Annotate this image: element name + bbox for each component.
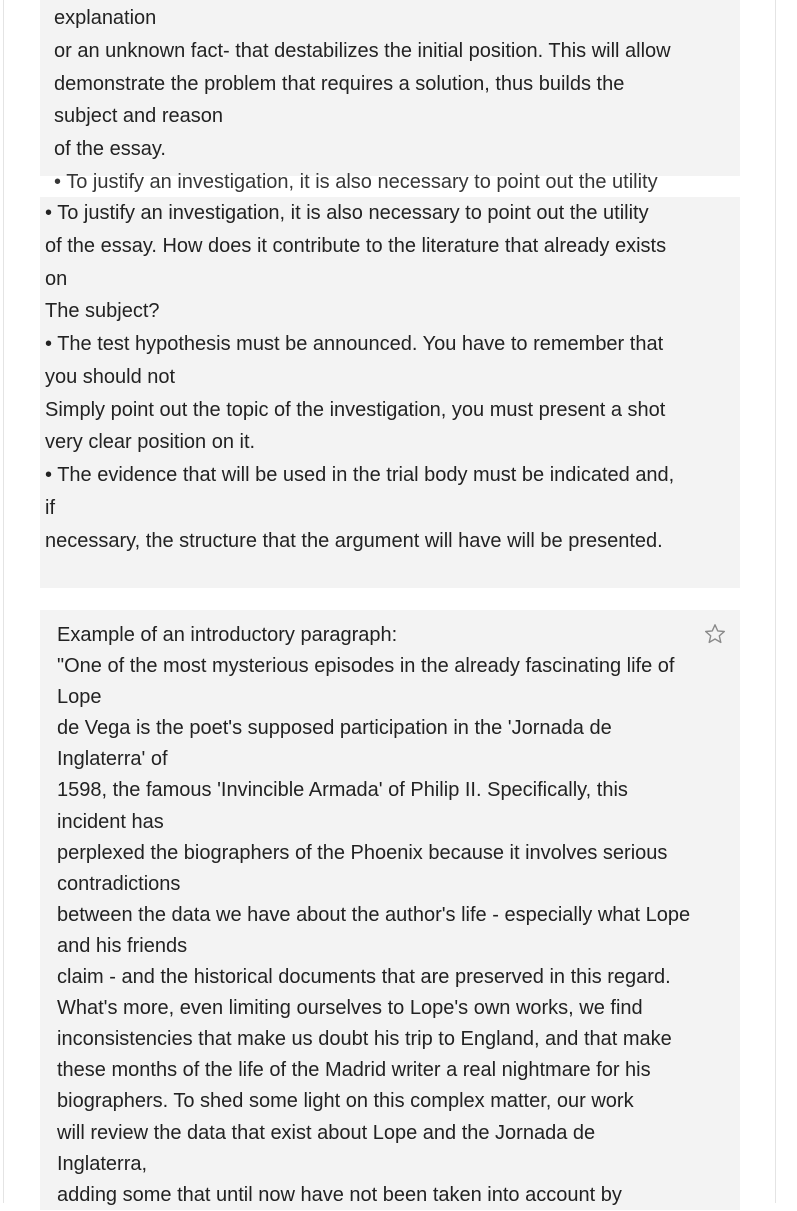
text-line: Simply point out the topic of the investigation, you must present a shot <box>45 398 666 421</box>
text-line: Lope <box>57 686 102 709</box>
text-line: explanation <box>54 7 157 29</box>
text-line: • To justify an investigation, it is also necessary to point out the utility <box>54 170 658 193</box>
text-line: very clear position on it. <box>45 431 256 454</box>
text-line: • The evidence that will be used in the trial body must be indicated and, <box>45 464 675 486</box>
text-line: subject and reason <box>54 105 224 128</box>
text-line: you should not <box>45 365 176 388</box>
text-line: The subject? <box>45 300 160 323</box>
text-line: biographers. To shed some light on this complex matter, our work <box>57 1090 634 1113</box>
text-line: contradictions <box>57 872 181 895</box>
text-line: 1598, the famous 'Invincible Armada' of Philip II. Specifically, this <box>57 779 628 802</box>
text-line: Example of an introductory paragraph: <box>57 624 398 646</box>
frame-border-right <box>775 0 776 1203</box>
translation-card-3 <box>40 610 740 1210</box>
frame-border-left <box>3 0 4 1203</box>
text-line: What's more, even limiting ourselves to Lope's own works, we find <box>57 997 643 1020</box>
text-line: will review the data that exist about Lope and the Jornada de <box>57 1121 596 1144</box>
text-line: claim - and the historical documents that are preserved in this regard. <box>57 966 671 989</box>
translation-card-1 <box>40 0 740 193</box>
text-line: or an unknown fact- that destabilizes the initial position. This will allow <box>54 39 671 62</box>
text-line: Inglaterra' of <box>57 748 168 771</box>
translation-card-2 <box>40 197 740 588</box>
text-line: • The test hypothesis must be announced. You have to remember that <box>45 333 664 355</box>
text-line: perplexed the biographers of the Phoenix because it involves serious <box>57 841 668 864</box>
text-line: between the data we have about the author's life - especially what Lope <box>57 903 691 926</box>
text-line: de Vega is the poet's supposed participation in the 'Jornada de <box>57 717 612 740</box>
star-outline-icon[interactable] <box>703 622 727 646</box>
text-line: "One of the most mysterious episodes in the already fascinating life of <box>57 655 675 678</box>
text-line: on <box>45 267 68 290</box>
text-line: Inglaterra, <box>57 1152 148 1175</box>
text-line: of the essay. How does it contribute to the literature that already exists <box>45 234 667 257</box>
text-line: and his friends <box>57 934 188 957</box>
text-line: demonstrate the problem that requires a solution, thus builds the <box>54 72 625 95</box>
text-line: inconsistencies that make us doubt his trip to England, and that make <box>57 1028 672 1051</box>
text-line: these months of the life of the Madrid writer a real nightmare for his <box>57 1059 651 1082</box>
text-line: if <box>45 496 55 519</box>
text-line: of the essay. <box>54 138 166 161</box>
text-line: incident has <box>57 810 164 833</box>
text-line: • To justify an investigation, it is also necessary to point out the utility <box>45 202 649 224</box>
text-line: adding some that until now have not been taken into account by <box>57 1183 622 1206</box>
text-line: necessary, the structure that the argument will have will be presented. <box>45 529 663 552</box>
